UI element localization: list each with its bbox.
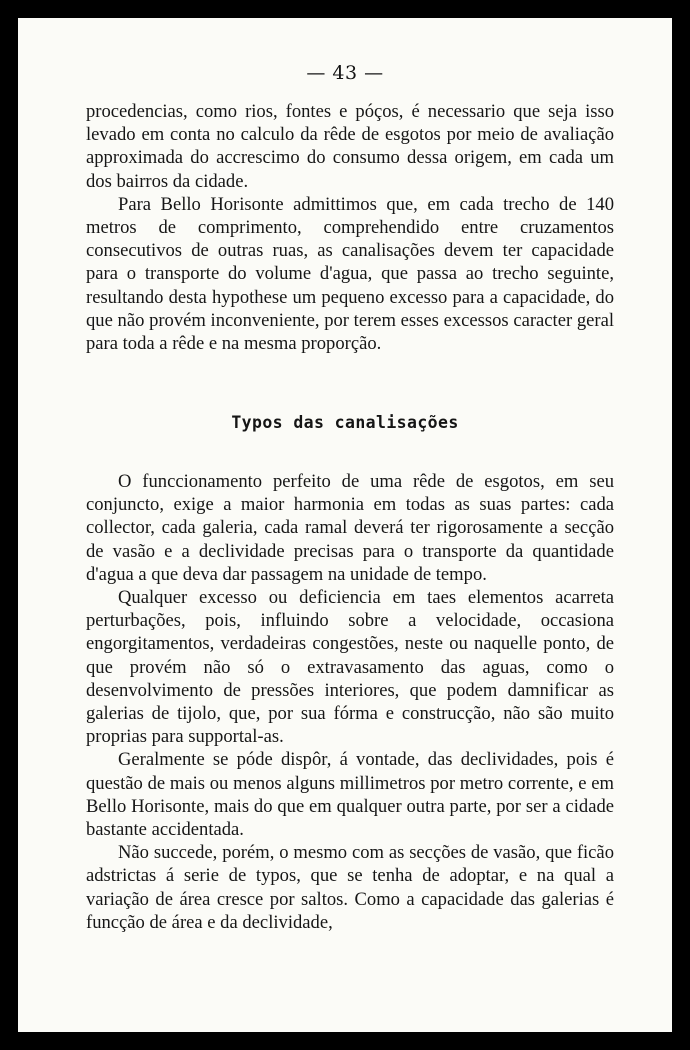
paragraph-continued: procedencias, como rios, fontes e póços, é necessario que seja isso levado em conta no calculo da rêde de esgotos por meio de avaliação approximada do accrescimo do consumo dessa origem, em cada um dos bairros da cidade.: [86, 101, 614, 192]
book-page: [18, 18, 672, 1032]
body-text-block: [86, 470, 614, 934]
paragraph-bello-horisonte: Para Bello Horisonte admittimos que, em cada trecho de 140 metros de comprimento, comprehendido entre cruzamentos consecutivos de outras ruas, as canalisações devem ter capacidade para o transporte do volume d'agua, que passa ao trecho seguinte, resultando desta hypothese um pequeno excesso para a capacidade, do que não provém inconveniente, por terem esses excessos caracter geral para toda a rêde e na mesma proporção.: [86, 193, 614, 355]
paragraph-seccoes-vasao: Não succede, porém, o mesmo com as secções de vasão, que ficão adstrictas á serie de typos, que se tenha de adoptar, e na qual a variação de área cresce por saltos. Como a capacidade das galerias é funcção de área e da declividade,: [86, 842, 614, 933]
paragraph-declividades: Geralmente se póde dispôr, á vontade, das declividades, pois é questão de mais ou menos alguns millimetros por metro corrente, e em Bello Horisonte, mais do que em qualquer outra parte, por ser a cidade bastante accidentada.: [86, 749, 614, 841]
page-number: — 43 —: [306, 62, 384, 84]
intro-text-block: [86, 100, 614, 355]
paragraph-qualquer-excesso: Qualquer excesso ou deficiencia em taes elementos acarreta perturbações, pois, influindo sobre a velocidade, occasiona engorgitamentos, verdadeiras congestões, neste ou naquelle ponto, de que provém não só o extravasamento das aguas, como o desenvolvimento de pressões interiores, que podem damnificar as galerias de tijolo, que, por sua fórma e construcção, não são muito proprias para supportal-as.: [86, 587, 614, 748]
section-heading: Typos das canalisações: [231, 413, 459, 432]
paragraph-funccionamento: O funccionamento perfeito de uma rêde de esgotos, em seu conjuncto, exige a maior harmonia em todas as suas partes: cada collector, cada galeria, cada ramal deverá ter rigorosamente a secção de vasão e a declividade precisas para o transporte da quantidade d'agua a que deva dar passagem na unidade de tempo.: [86, 471, 614, 585]
